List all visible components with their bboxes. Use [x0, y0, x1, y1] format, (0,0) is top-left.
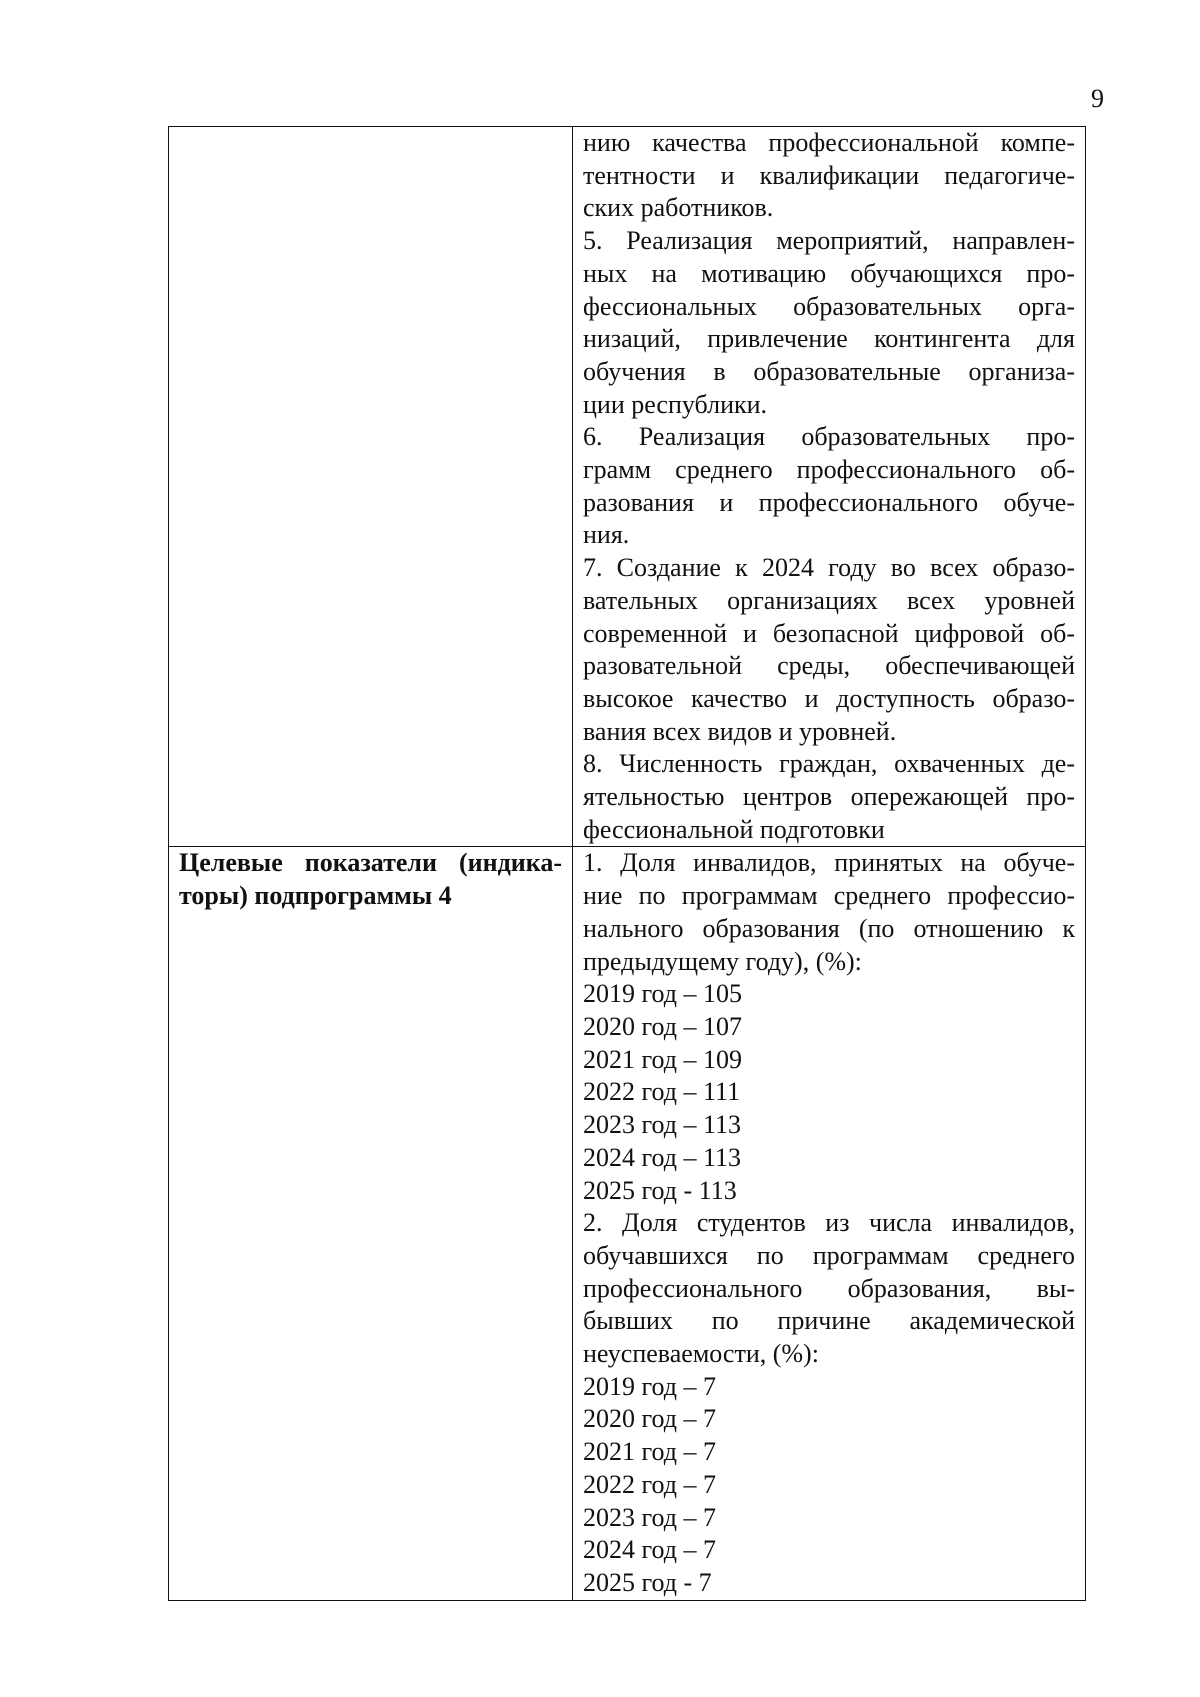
- content-line: 2022 год – 111: [583, 1077, 741, 1107]
- content-line: 2. Доля студентов из числа инвалидов,: [583, 1208, 1075, 1238]
- content-line: современной и безопасной цифровой об-: [583, 618, 1075, 648]
- content-line: нального образования (по отношению к: [583, 913, 1075, 943]
- subprogram-passport-table: [168, 126, 1086, 1601]
- content-line: ятельностью центров опережающей про-: [583, 782, 1075, 812]
- content-line: обучения в образовательные организа-: [583, 356, 1075, 386]
- content-line: 2024 год – 113: [583, 1142, 742, 1172]
- content-line: 2025 год - 113: [583, 1175, 737, 1205]
- content-line: ние по программам среднего профессио-: [583, 881, 1075, 911]
- content-line: неуспеваемости, (%):: [583, 1339, 819, 1369]
- content-line: ских работников.: [583, 193, 774, 223]
- table-row: [169, 127, 1086, 847]
- content-line: 2022 год – 7: [583, 1469, 716, 1499]
- content-line: 2025 год - 7: [583, 1567, 712, 1597]
- content-line: разовательной среды, обеспечивающей: [583, 651, 1075, 681]
- content-line: фессиональных образовательных орга-: [583, 291, 1075, 321]
- content-line: 2020 год – 7: [583, 1404, 716, 1434]
- content-line: 2020 год – 107: [583, 1011, 742, 1041]
- content-line: ния.: [583, 520, 630, 550]
- content-line: 7. Создание к 2024 году во всех образо-: [583, 553, 1075, 583]
- content-line: профессионального образования, вы-: [583, 1273, 1075, 1303]
- content-line: ных на мотивацию обучающихся про-: [583, 258, 1075, 288]
- content-line: предыдущему году), (%):: [583, 946, 862, 976]
- content-line: вания всех видов и уровней.: [583, 716, 897, 746]
- content-line: тентности и квалификации педагогиче-: [583, 160, 1075, 190]
- content-line: бывших по причине академической: [583, 1306, 1075, 1336]
- row-label-cell: [169, 847, 573, 1600]
- content-line: 6. Реализация образовательных про-: [583, 422, 1075, 452]
- content-line: 2023 год – 113: [583, 1110, 742, 1140]
- content-line: низаций, привлечение контингента для: [583, 324, 1075, 354]
- row-content-cell: [573, 127, 1086, 847]
- content-line: 1. Доля инвалидов, принятых на обуче-: [583, 848, 1075, 878]
- content-line: высокое качество и доступность образо-: [583, 683, 1075, 713]
- content-line: обучавшихся по программам среднего: [583, 1240, 1075, 1270]
- row-content-cell: [573, 847, 1086, 1600]
- page-number: 9: [1091, 84, 1104, 113]
- content-line: 2019 год – 7: [583, 1371, 716, 1401]
- content-line: 2023 год – 7: [583, 1502, 716, 1532]
- label-line: Целевые показатели (индика-: [179, 848, 562, 878]
- content-line: разования и профессионального обуче-: [583, 487, 1075, 517]
- content-line: 2019 год – 105: [583, 979, 742, 1009]
- content-line: 8. Численность граждан, охваченных де-: [583, 749, 1075, 779]
- content-line: грамм среднего профессионального об-: [583, 455, 1075, 485]
- content-line: 2021 год – 7: [583, 1437, 716, 1467]
- table-row: [169, 847, 1086, 1600]
- content-line: 5. Реализация мероприятий, направлен-: [583, 226, 1075, 256]
- label-line: торы) подпрограммы 4: [179, 881, 452, 911]
- content-line: нию качества профессиональной компе-: [583, 128, 1075, 157]
- content-line: вательных организациях всех уровней: [583, 585, 1075, 615]
- content-line: ции республики.: [583, 389, 768, 419]
- row-label-cell: [169, 127, 573, 847]
- content-line: 2024 год – 7: [583, 1535, 716, 1565]
- content-line: 2021 год – 109: [583, 1044, 742, 1074]
- content-line: фессиональной подготовки: [583, 814, 885, 844]
